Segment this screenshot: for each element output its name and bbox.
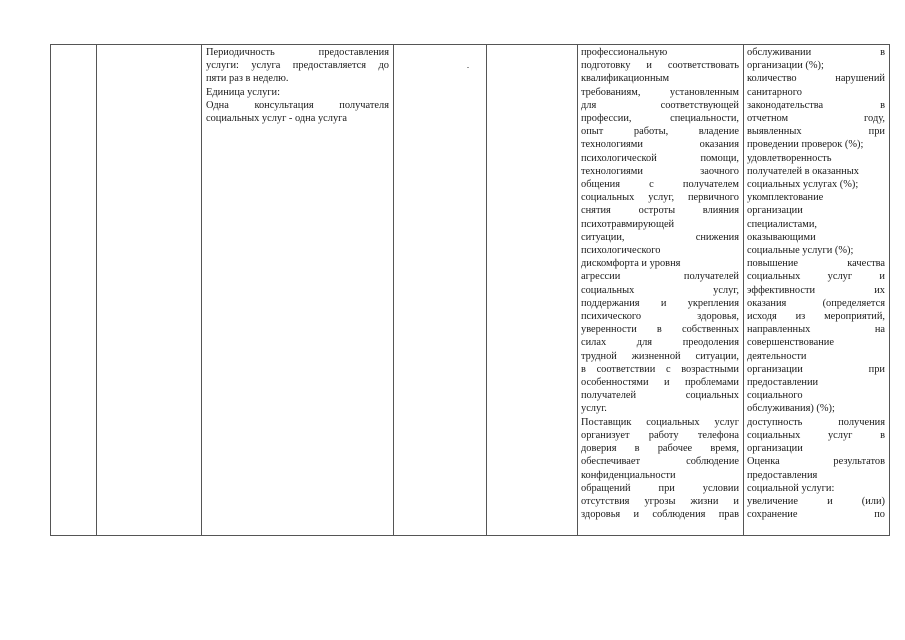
text-line: психотравмирующей xyxy=(581,218,675,230)
text-line: оказывающими xyxy=(747,231,816,243)
text-line: эффективности их xyxy=(747,284,885,296)
text-line: социальных услуг, xyxy=(581,284,739,296)
text-line: здоровья и соблюдения прав xyxy=(581,509,739,521)
text-line: отсутствия угрозы жизни и xyxy=(581,495,739,507)
text-line: укомплектование xyxy=(747,192,824,204)
text-line: выявленных при xyxy=(747,126,885,138)
text-line: социальных услуг в xyxy=(747,429,885,441)
text-line: направленных на xyxy=(747,324,885,336)
text-line: профессиональную xyxy=(581,47,668,58)
column-border xyxy=(96,44,97,535)
text-line: повышение качества xyxy=(747,258,885,270)
text-line: количество нарушений xyxy=(747,73,885,85)
column-border xyxy=(393,44,394,535)
text-line: проведении проверок (%); xyxy=(747,139,864,151)
text-line: оказания (определяется xyxy=(747,297,885,309)
text-line: опыт работы, владение xyxy=(581,126,739,138)
text-line: предоставлении xyxy=(747,377,819,389)
column-border xyxy=(50,44,51,535)
text-line: увеличение и (или) xyxy=(747,495,885,507)
text-line: деятельности xyxy=(747,350,807,362)
text-line: подготовку и соответствовать xyxy=(581,60,739,72)
table-top-border xyxy=(50,44,890,45)
text-line: профессии, специальности, xyxy=(581,113,739,125)
text-line: уверенности в собственных xyxy=(581,324,739,336)
text-line: Периодичность предоставления xyxy=(206,47,389,58)
text-line: специалистами, xyxy=(747,218,817,230)
column-border xyxy=(743,44,744,535)
cell-quality-indicators xyxy=(747,46,885,521)
text-line: предоставления xyxy=(747,469,818,481)
text-line: организации при xyxy=(747,363,885,375)
text-line: исходя из мероприятий, xyxy=(747,311,885,323)
text-line: организации xyxy=(747,205,803,217)
text-line: требованиям, установленным xyxy=(581,86,739,98)
text-line: совершенствование xyxy=(747,337,834,349)
text-line: организации xyxy=(747,443,803,455)
text-line: доверия в рабочее время, xyxy=(581,443,739,455)
text-line: конфиденциальности xyxy=(581,469,676,481)
text-line: технологиями заочного xyxy=(581,165,739,177)
text-line: поддержания и укрепления xyxy=(581,297,739,309)
text-line: психического здоровья, xyxy=(581,311,739,323)
text-line: санитарного xyxy=(747,86,802,98)
text-line: услуги: услуга предоставляется до xyxy=(206,60,389,72)
text-line: Единица услуги: xyxy=(206,86,280,98)
text-line: организует работу телефона xyxy=(581,429,739,441)
text-line: доступность получения xyxy=(747,416,885,428)
cell-periodicity xyxy=(206,46,389,125)
text-line: общения с получателем xyxy=(581,179,739,191)
text-line: Оценка результатов xyxy=(747,456,885,468)
text-line: организации (%); xyxy=(747,60,824,72)
text-line: получателей социальных xyxy=(581,390,739,402)
text-line: законодательства в xyxy=(747,99,885,111)
column-border xyxy=(889,44,890,535)
text-line: пяти раз в неделю. xyxy=(206,73,289,85)
text-line: дискомфорта и уровня xyxy=(581,258,681,270)
text-line: квалификационным xyxy=(581,73,670,85)
text-line: ситуации, снижения xyxy=(581,231,739,243)
text-line: социальных услуг и xyxy=(747,271,885,283)
cell-conditions xyxy=(581,46,739,521)
text-line: обслуживании в xyxy=(747,47,885,58)
text-line: социальных услугах (%); xyxy=(747,179,859,191)
text-line: агрессии получателей xyxy=(581,271,739,283)
column-border xyxy=(577,44,578,535)
text-line: социальных услуг, первичного xyxy=(581,192,739,204)
text-line: психологической помощи, xyxy=(581,152,739,164)
text-line: для соответствующей xyxy=(581,99,739,111)
text-line: услуг. xyxy=(581,403,607,415)
table-bottom-border xyxy=(50,535,890,536)
text-line: обслуживания) (%); xyxy=(747,403,835,415)
text-line: социальных услуг - одна услуга xyxy=(206,113,348,125)
text-line: обращений при условии xyxy=(581,482,739,494)
text-line: особенностями и проблемами xyxy=(581,377,739,389)
text-line: трудной жизненной ситуации, xyxy=(581,350,739,362)
text-line: сохранение по xyxy=(747,509,885,521)
scan-speck xyxy=(467,67,469,68)
text-line: удовлетворенность xyxy=(747,152,832,164)
column-border xyxy=(486,44,487,535)
text-line: силах для преодоления xyxy=(581,337,739,349)
text-line: в соответствии с возрастными xyxy=(581,363,739,375)
text-line: Поставщик социальных услуг xyxy=(581,416,739,428)
text-line: получателей в оказанных xyxy=(747,165,859,177)
text-line: социального xyxy=(747,390,803,402)
text-line: психологического xyxy=(581,245,661,257)
text-line: снятия остроты влияния xyxy=(581,205,739,217)
text-line: Одна консультация получателя xyxy=(206,99,389,111)
text-line: социальной услуги: xyxy=(747,482,835,494)
text-line: технологиями оказания xyxy=(581,139,739,151)
text-line: отчетном году, xyxy=(747,113,885,125)
text-line: социальные услуги (%); xyxy=(747,245,854,257)
text-line: обеспечивает соблюдение xyxy=(581,456,739,468)
column-border xyxy=(201,44,202,535)
